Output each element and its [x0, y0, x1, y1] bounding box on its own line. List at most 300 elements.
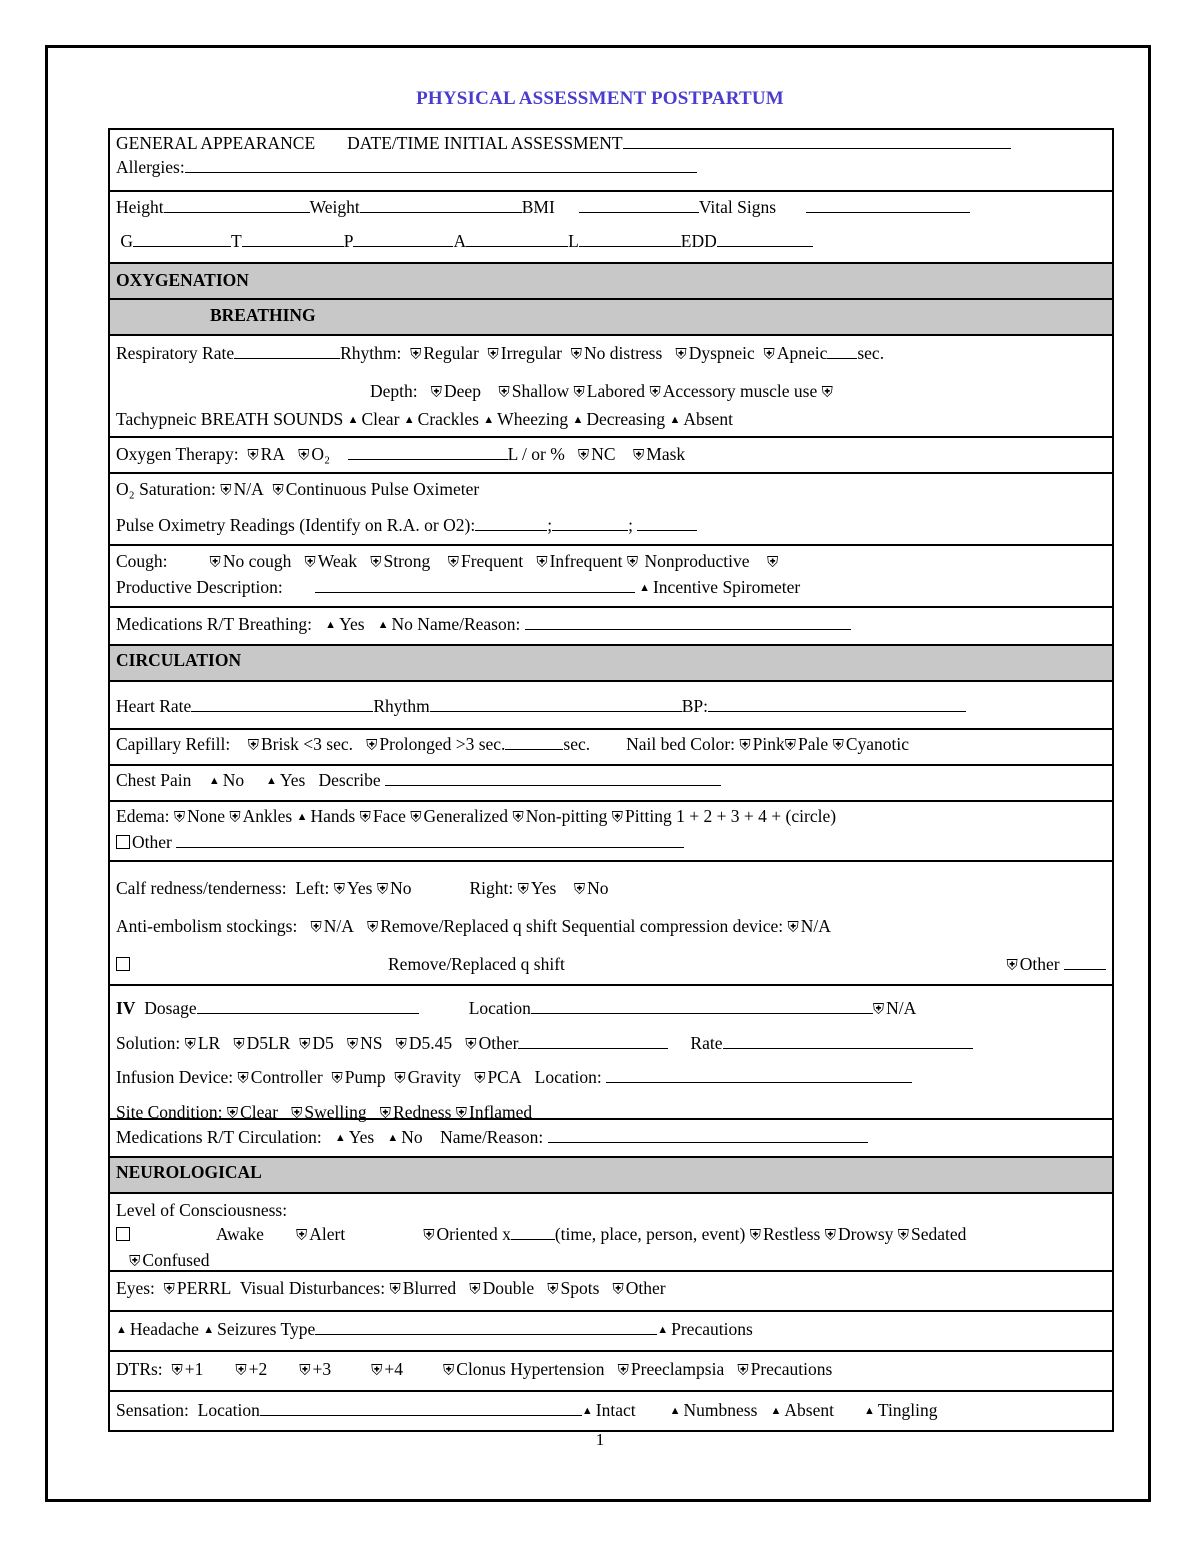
vital-signs-label: Vital Signs: [698, 197, 777, 217]
dtr-p2-checkbox[interactable]: ⛨: [235, 1363, 247, 1379]
mask-label: Mask: [646, 444, 686, 464]
bp-label: BP:: [681, 696, 708, 716]
ns-checkbox[interactable]: ⛨: [346, 1036, 359, 1053]
meds-circ-name-label: Name/Reason:: [440, 1127, 544, 1147]
cap-refill-section: [110, 728, 1112, 764]
calf-left-yes-checkbox[interactable]: ⛨: [333, 882, 345, 898]
no-distress-checkbox[interactable]: ⛨: [570, 347, 583, 363]
a-label: A: [453, 231, 467, 251]
crackles-label: Crackles: [417, 409, 479, 429]
sensation-absent-label: Absent: [784, 1400, 834, 1420]
clear-label: Clear: [361, 409, 400, 429]
o2-na-label: N/A: [233, 479, 264, 499]
restless-checkbox[interactable]: ⛨: [749, 1228, 761, 1244]
a-field[interactable]: [466, 231, 568, 247]
tachypneic-label: Tachypneic BREATH SOUNDS: [116, 409, 344, 429]
infusion-location-field[interactable]: [606, 1067, 912, 1083]
seizures-field[interactable]: [315, 1319, 657, 1335]
edd-field[interactable]: [717, 231, 813, 247]
calf-left-no-label: No: [390, 878, 412, 898]
edema-section: [110, 800, 1112, 860]
meds-circ-yes-label: Yes: [348, 1127, 375, 1147]
meds-circ-no-label: No: [401, 1127, 423, 1147]
cap-sec-label: sec.: [563, 734, 591, 754]
decreasing-label: Decreasing: [586, 409, 666, 429]
edema-other-checkbox[interactable]: [116, 835, 130, 849]
non-pitting-label: Non-pitting: [525, 806, 608, 826]
calf-label: Calf redness/tenderness:: [116, 878, 287, 898]
edema-label: Edema:: [116, 806, 170, 826]
l-field[interactable]: [579, 231, 681, 247]
sensation-label: Sensation:: [116, 1400, 189, 1420]
t-label: T: [231, 231, 242, 251]
infusion-location-label: Location:: [534, 1067, 602, 1087]
pulse-readings-label: Pulse Oximetry Readings (Identify on R.A. or O2):: [116, 515, 476, 535]
productive-desc-field[interactable]: [315, 577, 635, 593]
depth-label: Depth:: [370, 381, 418, 401]
no-cough-checkbox[interactable]: ⛨: [209, 555, 221, 571]
sensation-section: [110, 1390, 1112, 1430]
prolonged-label: Prolonged >3 sec.: [379, 734, 506, 754]
blurred-label: Blurred: [402, 1278, 457, 1298]
inflamed-label: Inflamed: [469, 1101, 533, 1122]
crackles-radio[interactable]: ▲: [403, 414, 415, 426]
scd-na-label: N/A: [800, 916, 831, 936]
headache-section: [110, 1310, 1112, 1350]
awake-label: Awake: [216, 1224, 264, 1244]
heart-rate-label: Heart Rate: [116, 696, 192, 716]
regular-label: Regular: [423, 343, 479, 363]
dyspneic-checkbox[interactable]: ⛨: [675, 347, 687, 363]
deep-checkbox[interactable]: ⛨: [430, 385, 443, 401]
chest-pain-no-label: No: [222, 770, 245, 790]
reading-2-field[interactable]: [552, 515, 628, 531]
apneic-checkbox[interactable]: ⛨: [763, 347, 775, 363]
oxygen-therapy-section: [110, 436, 1112, 472]
anti-embolism-na-checkbox[interactable]: ⛨: [310, 920, 322, 936]
site-clear-checkbox[interactable]: ⛨: [226, 1105, 239, 1122]
describe-field[interactable]: [385, 770, 721, 786]
meds-breathing-no-radio[interactable]: ▲: [377, 619, 389, 631]
eyes-other-checkbox[interactable]: ⛨: [612, 1282, 624, 1298]
remove-replaced-seq-label: Remove/Replaced q shift Sequential compression device:: [380, 916, 784, 936]
pca-label: PCA: [487, 1067, 522, 1087]
d545-checkbox[interactable]: ⛨: [395, 1036, 407, 1053]
edema-other-label: Other: [132, 832, 172, 852]
rate-label: Rate: [690, 1032, 723, 1053]
chest-pain-yes-radio[interactable]: ▲: [266, 775, 277, 787]
infrequent-checkbox[interactable]: ⛨: [536, 555, 548, 571]
blurred-checkbox[interactable]: ⛨: [389, 1282, 401, 1298]
ns-label: NS: [360, 1032, 383, 1053]
oriented-checkbox[interactable]: ⛨: [423, 1228, 435, 1244]
dtr-precautions-checkbox[interactable]: ⛨: [737, 1363, 749, 1379]
cyanotic-label: Cyanotic: [845, 734, 910, 754]
nc-checkbox[interactable]: ⛨: [577, 448, 590, 464]
irregular-label: Irregular: [500, 343, 563, 363]
incentive-radio[interactable]: ▲: [639, 582, 650, 594]
prolonged-checkbox[interactable]: ⛨: [366, 738, 378, 754]
measurements-section: [110, 190, 1112, 262]
sensation-location-field[interactable]: [260, 1400, 582, 1416]
none-checkbox[interactable]: ⛨: [173, 810, 186, 826]
absent-radio[interactable]: ▲: [669, 414, 681, 426]
g-field[interactable]: [133, 231, 231, 247]
sensation-absent-radio[interactable]: ▲: [770, 1405, 782, 1417]
none-label: None: [187, 806, 225, 826]
chest-pain-section: [110, 764, 1112, 800]
iv-label: IV: [116, 998, 136, 1018]
calf-right-yes-label: Yes: [530, 878, 557, 898]
date-time-field[interactable]: [623, 133, 1011, 149]
height-field[interactable]: [164, 197, 310, 213]
tachypneic-checkbox[interactable]: ⛨: [821, 385, 833, 401]
scd-na-checkbox[interactable]: ⛨: [787, 920, 799, 936]
meds-breathing-field[interactable]: [525, 614, 851, 630]
calf-left-label: Left:: [295, 878, 330, 898]
loc-checkbox[interactable]: [116, 1227, 130, 1241]
solution-other-label: Other: [478, 1032, 519, 1053]
infrequent-label: Infrequent: [549, 551, 623, 571]
meds-breathing-no-label: No Name/Reason:: [391, 614, 521, 634]
o2-checkbox[interactable]: ⛨: [298, 448, 310, 464]
redness-checkbox[interactable]: ⛨: [379, 1105, 392, 1122]
sedated-label: Sedated: [911, 1224, 967, 1244]
d5-checkbox[interactable]: ⛨: [299, 1036, 311, 1053]
dosage-field[interactable]: [197, 998, 419, 1014]
l-or-pct-label: L / or %: [507, 444, 565, 464]
controller-label: Controller: [250, 1067, 323, 1087]
pitting-label: Pitting 1 + 2 + 3 + 4 + (circle): [625, 806, 837, 826]
g-label: G: [120, 231, 134, 251]
page-number: 1: [595, 1430, 605, 1449]
allergies-field[interactable]: [185, 157, 697, 173]
chest-pain-no-radio[interactable]: ▲: [208, 775, 220, 787]
hands-radio[interactable]: ▲: [296, 811, 308, 823]
ra-label: RA: [260, 444, 285, 464]
generalized-checkbox[interactable]: ⛨: [410, 810, 422, 826]
ankles-checkbox[interactable]: ⛨: [229, 810, 241, 826]
breathing-heading: BREATHING: [110, 298, 1112, 334]
mask-checkbox[interactable]: ⛨: [633, 448, 645, 464]
pink-label: Pink: [752, 734, 785, 754]
incentive-label: Incentive Spirometer: [652, 577, 801, 597]
pump-label: Pump: [344, 1067, 386, 1087]
perrl-label: PERRL: [176, 1278, 232, 1298]
spots-checkbox[interactable]: ⛨: [547, 1282, 559, 1298]
rate-field[interactable]: [723, 1033, 973, 1049]
headache-radio[interactable]: ▲: [116, 1324, 127, 1336]
heart-rate-field[interactable]: [191, 696, 373, 712]
d5lr-checkbox[interactable]: ⛨: [233, 1036, 245, 1053]
infusion-device-label: Infusion Device:: [116, 1067, 234, 1087]
tingling-label: Tingling: [877, 1400, 938, 1420]
eyes-label: Eyes:: [116, 1278, 155, 1298]
page-title: PHYSICAL ASSESSMENT POSTPARTUM: [416, 88, 784, 109]
pale-label: Pale: [798, 734, 829, 754]
non-pitting-checkbox[interactable]: ⛨: [512, 810, 524, 826]
clonus-checkbox[interactable]: ⛨: [443, 1363, 455, 1379]
iv-location-field[interactable]: [531, 998, 873, 1014]
shallow-label: Shallow: [511, 381, 570, 401]
irregular-checkbox[interactable]: ⛨: [487, 347, 499, 363]
weight-field[interactable]: [360, 197, 522, 213]
absent-label: Absent: [683, 409, 733, 429]
site-condition-label: Site Condition:: [116, 1101, 223, 1122]
anti-embolism-label: Anti-embolism stockings:: [116, 916, 298, 936]
precautions-label: Precautions: [671, 1319, 753, 1339]
general-heading: GENERAL APPEARANCE: [116, 133, 316, 153]
clear-radio[interactable]: ▲: [347, 414, 359, 426]
inflamed-checkbox[interactable]: ⛨: [455, 1105, 468, 1122]
dtrs-label: DTRs:: [116, 1359, 163, 1379]
p-field[interactable]: [353, 231, 453, 247]
scd-remove-label: Remove/Replaced q shift: [388, 954, 565, 974]
perrl-checkbox[interactable]: ⛨: [163, 1282, 175, 1298]
d5lr-label: D5LR: [246, 1032, 291, 1053]
reading-3-field[interactable]: [637, 515, 697, 531]
pale-checkbox[interactable]: ⛨: [784, 738, 797, 754]
tingling-radio[interactable]: ▲: [863, 1405, 875, 1417]
bmi-field[interactable]: [579, 197, 699, 213]
pink-checkbox[interactable]: ⛨: [739, 738, 751, 754]
t-field[interactable]: [242, 231, 344, 247]
dtr-p3-checkbox[interactable]: ⛨: [299, 1363, 311, 1379]
confused-label: Confused: [142, 1250, 210, 1270]
cough-label: Cough:: [116, 551, 168, 571]
circ-rhythm-label: Rhythm: [373, 696, 430, 716]
seizures-label: Seizures Type: [217, 1319, 316, 1339]
calf-other-checkbox[interactable]: ⛨: [1006, 958, 1018, 974]
oriented-tail-label: (time, place, person, event): [554, 1224, 746, 1244]
meds-circulation-label: Medications R/T Circulation:: [116, 1127, 322, 1147]
sec-label: sec.: [857, 343, 885, 363]
meds-circ-field[interactable]: [548, 1127, 868, 1143]
o2-label: O₂: [311, 444, 331, 464]
date-time-label: DATE/TIME INITIAL ASSESSMENT: [347, 133, 623, 153]
precautions-radio[interactable]: ▲: [657, 1324, 669, 1336]
frequent-checkbox[interactable]: ⛨: [447, 555, 459, 571]
weight-label: Weight: [309, 197, 360, 217]
meds-breathing-yes-radio[interactable]: ▲: [325, 619, 337, 631]
loc-label: Level of Consciousness:: [116, 1200, 288, 1220]
spots-label: Spots: [560, 1278, 600, 1298]
numbness-label: Numbness: [683, 1400, 758, 1420]
dosage-label: Dosage: [144, 998, 197, 1018]
accessory-label: Accessory muscle use: [662, 381, 818, 401]
circ-rhythm-field[interactable]: [430, 696, 682, 712]
restless-label: Restless: [762, 1224, 821, 1244]
productive-desc-label: Productive Description:: [116, 577, 283, 597]
meds-breathing-section: [110, 606, 1112, 644]
regular-checkbox[interactable]: ⛨: [410, 347, 422, 363]
calf-right-label: Right:: [469, 878, 514, 898]
headache-label: Headache: [129, 1319, 199, 1339]
oxygenation-heading: OXYGENATION: [110, 262, 1112, 298]
o2-sat-label: O₂ Saturation:: [116, 479, 216, 499]
o2-field[interactable]: [348, 444, 508, 460]
dtrs-section: [110, 1350, 1112, 1390]
labored-label: Labored: [586, 381, 646, 401]
meds-circ-yes-radio[interactable]: ▲: [334, 1132, 346, 1144]
shallow-checkbox[interactable]: ⛨: [498, 385, 510, 401]
breathing-section: [110, 334, 1112, 436]
visual-label: Visual Disturbances:: [239, 1278, 386, 1298]
weak-checkbox[interactable]: ⛨: [304, 555, 316, 571]
accessory-checkbox[interactable]: ⛨: [649, 385, 661, 401]
o2-saturation-section: O₂ Saturation: ⛨ N/A ⛨ Continuous Pulse Oximeter Pulse Oximetry Readings (Identify on R.A. or O2): ; ;: [110, 472, 1112, 544]
reading-1-field[interactable]: [475, 515, 547, 531]
iv-na-label: N/A: [886, 998, 917, 1018]
calf-other-field[interactable]: [1064, 954, 1106, 970]
p-label: P: [343, 231, 354, 251]
chest-pain-yes-label: Yes: [279, 770, 306, 790]
continuous-checkbox[interactable]: ⛨: [272, 483, 284, 499]
height-label: Height: [116, 197, 164, 217]
loc-section: [110, 1192, 1112, 1270]
calf-right-no-checkbox[interactable]: ⛨: [573, 882, 586, 898]
d5-label: D5: [312, 1032, 334, 1053]
brisk-checkbox[interactable]: ⛨: [247, 738, 259, 754]
wheezing-label: Wheezing: [497, 409, 569, 429]
calf-left-no-checkbox[interactable]: ⛨: [376, 882, 389, 898]
meds-circulation-section: [110, 1118, 1112, 1156]
continuous-label: Continuous Pulse Oximeter: [285, 479, 480, 499]
intact-radio[interactable]: ▲: [581, 1405, 593, 1417]
preeclampsia-checkbox[interactable]: ⛨: [617, 1363, 629, 1379]
generalized-label: Generalized: [423, 806, 509, 826]
dtr-p1-label: +1: [184, 1359, 204, 1379]
apneic-label: Apneic: [776, 343, 828, 363]
nc-label: NC: [591, 444, 616, 464]
pump-checkbox[interactable]: ⛨: [331, 1071, 343, 1087]
wheezing-radio[interactable]: ▲: [483, 414, 495, 426]
prolonged-field[interactable]: [505, 734, 563, 750]
lr-checkbox[interactable]: ⛨: [184, 1036, 196, 1053]
decreasing-radio[interactable]: ▲: [572, 414, 584, 426]
swelling-checkbox[interactable]: ⛨: [291, 1105, 303, 1122]
circulation-heading: CIRCULATION: [110, 644, 1112, 680]
oriented-field[interactable]: [511, 1224, 555, 1240]
no-distress-label: No distress: [584, 343, 663, 363]
scd-remove-checkbox[interactable]: [116, 957, 130, 971]
face-checkbox[interactable]: ⛨: [359, 810, 371, 826]
weak-label: Weak: [317, 551, 358, 571]
intact-label: Intact: [595, 1400, 636, 1420]
dtr-p1-checkbox[interactable]: ⛨: [171, 1363, 183, 1379]
sensation-location-label: Location: [197, 1400, 260, 1420]
neurological-heading: NEUROLOGICAL: [110, 1156, 1112, 1192]
nonproductive-label: Nonproductive: [644, 551, 750, 571]
drowsy-label: Drowsy: [837, 1224, 894, 1244]
ra-checkbox[interactable]: ⛨: [247, 448, 259, 464]
calf-right-yes-checkbox[interactable]: ⛨: [517, 882, 529, 898]
nonproductive-checkbox[interactable]: ⛨: [626, 555, 639, 571]
edd-label: EDD: [680, 231, 717, 251]
sedated-checkbox[interactable]: ⛨: [897, 1228, 910, 1244]
seizures-radio[interactable]: ▲: [203, 1324, 215, 1336]
drowsy-checkbox[interactable]: ⛨: [824, 1228, 836, 1244]
strong-checkbox[interactable]: ⛨: [370, 555, 382, 571]
oriented-label: Oriented x: [436, 1224, 511, 1244]
productive-checkbox[interactable]: ⛨: [766, 555, 779, 571]
nail-bed-label: Nail bed Color:: [626, 734, 736, 754]
solution-other-field[interactable]: [518, 1033, 668, 1049]
rhythm-label: Rhythm:: [340, 343, 402, 363]
o2-na-checkbox[interactable]: ⛨: [220, 483, 232, 499]
redness-label: Redness: [393, 1101, 452, 1122]
pitting-checkbox[interactable]: ⛨: [611, 810, 624, 826]
alert-checkbox[interactable]: ⛨: [295, 1228, 308, 1244]
no-cough-label: No cough: [222, 551, 292, 571]
controller-checkbox[interactable]: ⛨: [237, 1071, 249, 1087]
anti-embolism-na-label: N/A: [323, 916, 354, 936]
eyes-other-label: Other: [625, 1278, 666, 1298]
dtr-p2-label: +2: [248, 1359, 268, 1379]
swelling-label: Swelling: [304, 1101, 367, 1122]
assessment-form: [108, 128, 1114, 1432]
bmi-label: BMI: [521, 197, 555, 217]
meds-circ-no-radio[interactable]: ▲: [387, 1132, 399, 1144]
pca-checkbox[interactable]: ⛨: [474, 1071, 486, 1087]
vital-signs-field[interactable]: [806, 197, 970, 213]
cough-section: [110, 544, 1112, 606]
site-clear-label: Clear: [240, 1101, 279, 1122]
calf-other-label: Other: [1019, 954, 1060, 974]
heart-section: [110, 680, 1112, 728]
resp-rate-field[interactable]: [234, 343, 340, 359]
hands-label: Hands: [310, 806, 356, 826]
apneic-field[interactable]: [827, 343, 857, 359]
double-checkbox[interactable]: ⛨: [469, 1282, 481, 1298]
cyanotic-checkbox[interactable]: ⛨: [832, 738, 844, 754]
solution-label: Solution:: [116, 1032, 181, 1053]
describe-label: Describe: [318, 770, 381, 790]
meds-breathing-yes-label: Yes: [339, 614, 365, 634]
alert-label: Alert: [309, 1224, 346, 1244]
lr-label: LR: [197, 1032, 221, 1053]
l-label: L: [568, 231, 579, 251]
dtr-p4-checkbox[interactable]: ⛨: [371, 1363, 383, 1379]
remove-replaced-checkbox[interactable]: ⛨: [366, 920, 379, 936]
preeclampsia-label: Preeclampsia: [630, 1359, 725, 1379]
d545-label: D5.45: [408, 1032, 453, 1053]
dyspneic-label: Dyspneic: [688, 343, 755, 363]
iv-na-checkbox[interactable]: ⛨: [872, 1002, 885, 1018]
meds-breathing-label: Medications R/T Breathing:: [116, 614, 313, 634]
bp-field[interactable]: [708, 696, 966, 712]
clonus-label: Clonus Hypertension: [456, 1359, 605, 1379]
solution-other-checkbox[interactable]: ⛨: [465, 1036, 477, 1053]
gravity-checkbox[interactable]: ⛨: [394, 1071, 406, 1087]
ankles-label: Ankles: [242, 806, 293, 826]
confused-checkbox[interactable]: ⛨: [129, 1254, 141, 1270]
numbness-radio[interactable]: ▲: [669, 1405, 681, 1417]
calf-right-no-label: No: [587, 878, 609, 898]
oxygen-therapy-label: Oxygen Therapy:: [116, 444, 239, 464]
labored-checkbox[interactable]: ⛨: [573, 385, 585, 401]
brisk-label: Brisk <3 sec.: [260, 734, 353, 754]
dtr-precautions-label: Precautions: [750, 1359, 833, 1379]
dtr-p4-label: +4: [384, 1359, 403, 1379]
resp-rate-label: Respiratory Rate: [116, 343, 235, 363]
edema-other-field[interactable]: [176, 832, 684, 848]
strong-label: Strong: [383, 551, 431, 571]
iv-location-label: Location: [468, 998, 531, 1018]
face-label: Face: [372, 806, 406, 826]
frequent-label: Frequent: [460, 551, 524, 571]
iv-section: [110, 984, 1112, 1122]
